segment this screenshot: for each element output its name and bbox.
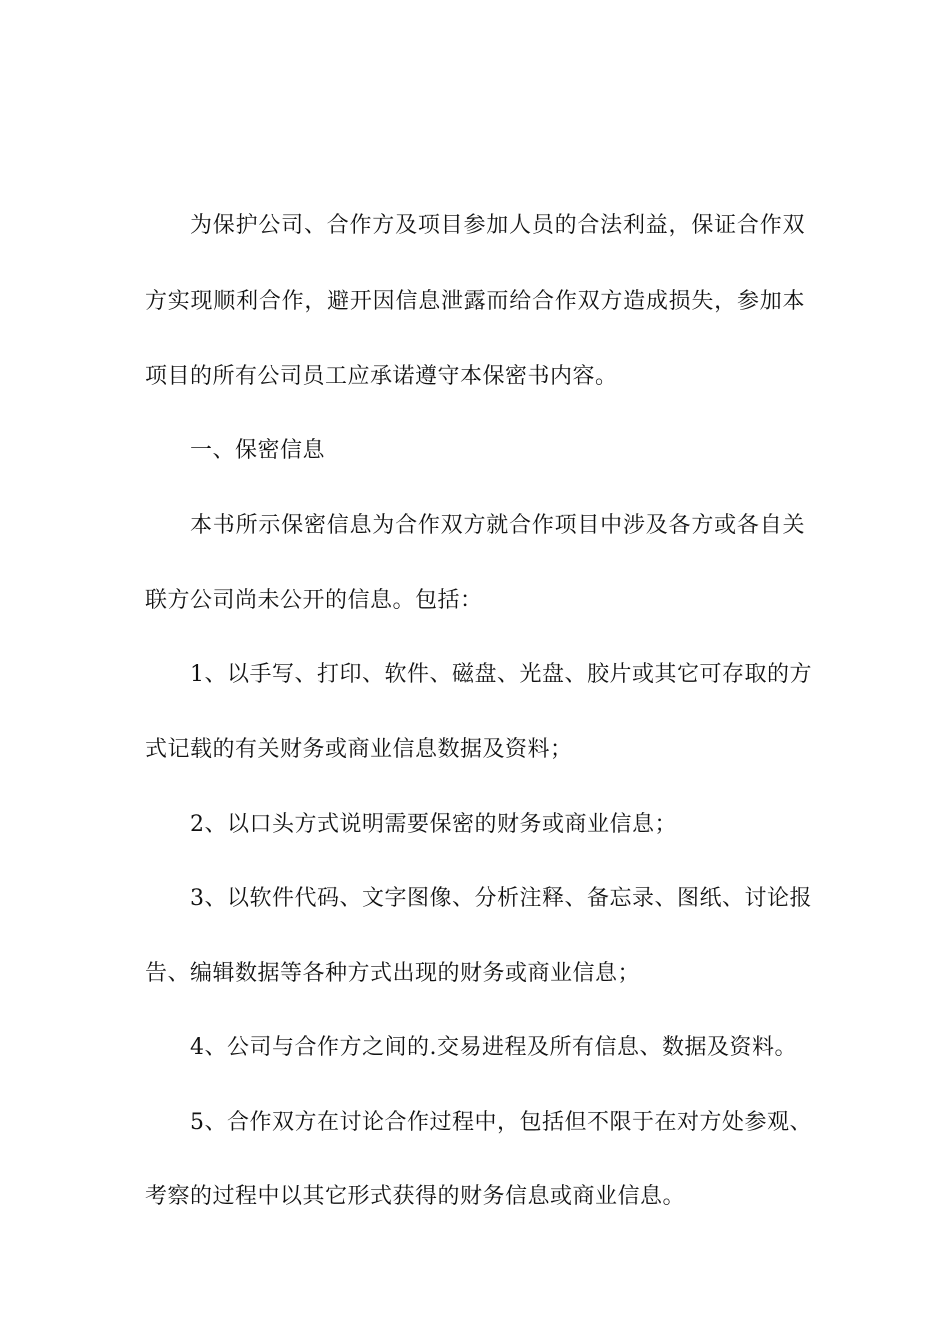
paragraph-intro-line-1: 为保护公司、合作方及项目参加人员的合法利益，保证合作双	[190, 213, 805, 238]
list-item-3-line-2: 告、编辑数据等各种方式出现的财务或商业信息；	[145, 961, 641, 986]
paragraph-definition-line-1: 本书所示保密信息为合作双方就合作项目中涉及各方或各自关	[190, 513, 805, 538]
list-item-3-line-1: 3、以软件代码、文字图像、分析注释、备忘录、图纸、讨论报	[190, 886, 812, 911]
paragraph-definition-line-2: 联方公司尚未公开的信息。包括：	[145, 588, 483, 613]
list-item-5-line-1: 5、合作双方在讨论合作过程中，包括但不限于在对方处参观、	[190, 1110, 812, 1135]
list-item-1-line-1: 1、以手写、打印、软件、磁盘、光盘、胶片或其它可存取的方	[190, 662, 812, 687]
list-item-5-line-2: 考察的过程中以其它形式获得的财务信息或商业信息。	[145, 1184, 686, 1209]
paragraph-intro-line-3: 项目的所有公司员工应承诺遵守本保密书内容。	[145, 364, 618, 389]
list-item-4: 4、公司与合作方之间的.交易进程及所有信息、数据及资料。	[190, 1035, 797, 1060]
list-item-1-line-2: 式记载的有关财务或商业信息数据及资料；	[145, 737, 573, 762]
section-heading: 一、保密信息	[190, 438, 326, 463]
paragraph-intro-line-2: 方实现顺利合作，避开因信息泄露而给合作双方造成损失，参加本	[145, 289, 805, 314]
list-item-2: 2、以口头方式说明需要保密的财务或商业信息；	[190, 812, 677, 837]
